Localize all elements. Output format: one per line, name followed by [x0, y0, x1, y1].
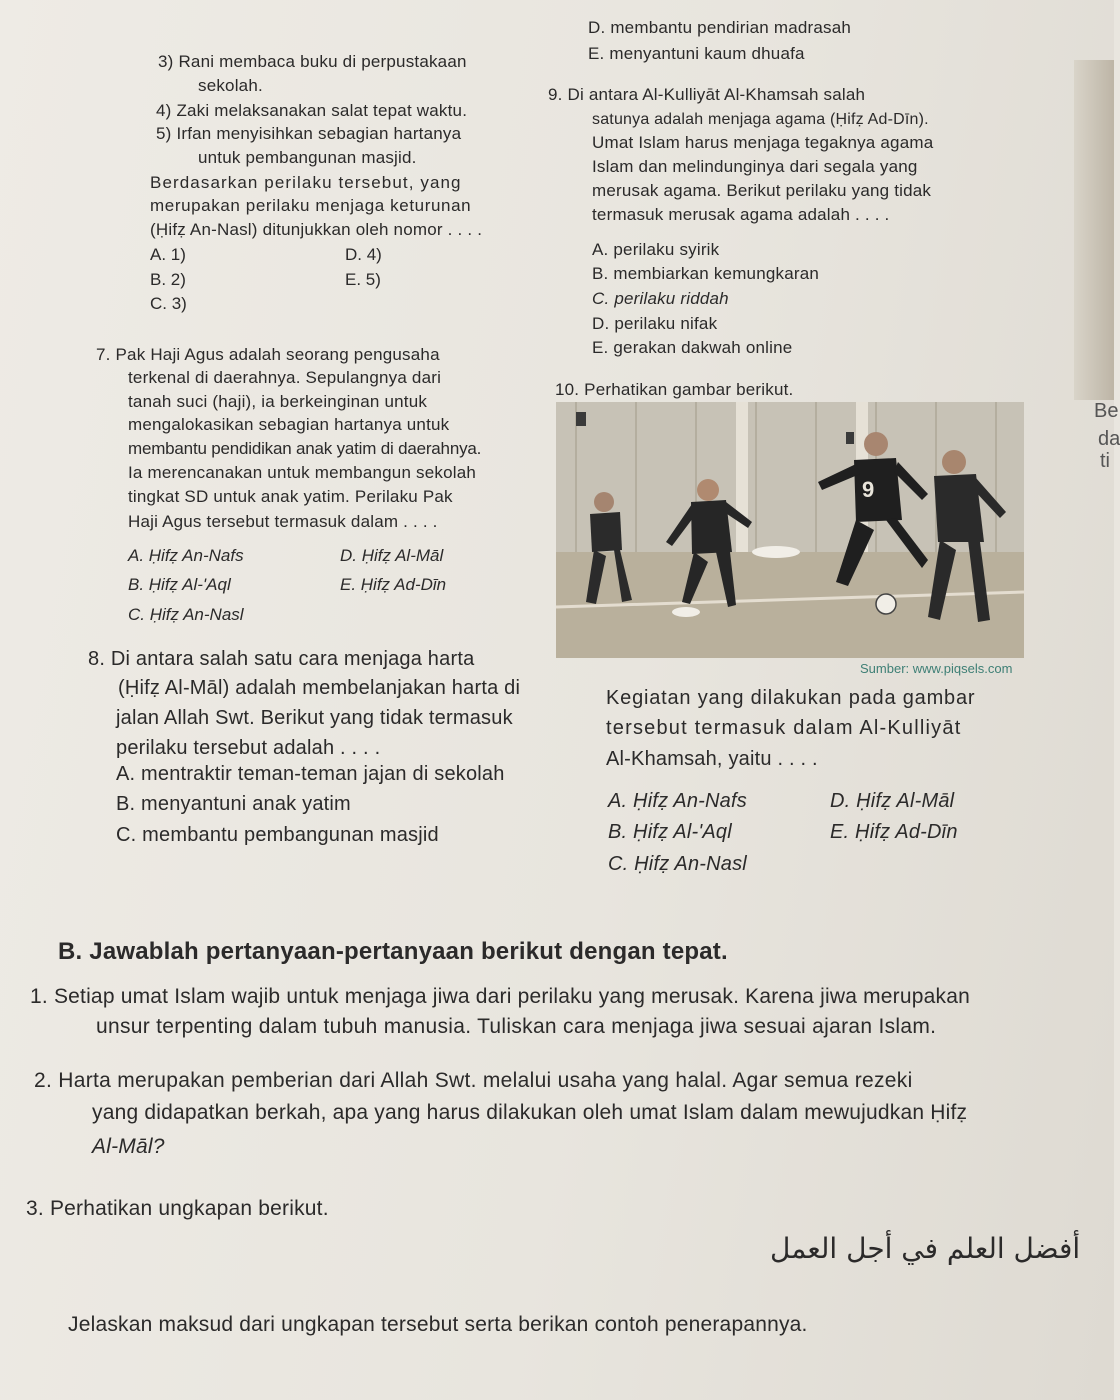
essay-2-line2: yang didapatkan berkah, apa yang harus dilakukan oleh umat Islam dalam mewujudkan Ḥifẓ: [92, 1101, 968, 1124]
q10-option-a: A. Ḥifẓ An-Nafs: [608, 790, 747, 812]
q10-option-e: E. Ḥifẓ Ad-Dīn: [830, 821, 958, 843]
photo-source: Sumber: www.piqsels.com: [860, 661, 1013, 676]
q10-line2: tersebut termasuk dalam Al-Kulliyāt: [606, 717, 962, 739]
futsal-scene-illustration: [556, 402, 1024, 658]
q6-option-d: D. 4): [345, 245, 382, 264]
q10-option-d: D. Ḥifẓ Al-Māl: [830, 790, 955, 812]
q9-line2: satunya adalah menjaga agama (Ḥifẓ Ad-Dīn).: [592, 111, 929, 128]
q8-option-a: A. mentraktir teman-teman jajan di sekolah: [116, 763, 505, 785]
q9-option-c: C. perilaku riddah: [592, 289, 729, 308]
q6-option-c: C. 3): [150, 294, 187, 313]
q7-line1: 7. Pak Haji Agus adalah seorang pengusaha: [96, 345, 440, 364]
q7-option-b: B. Ḥifẓ Al-'Aql: [128, 575, 231, 594]
q8-option-b: B. menyantuni anak yatim: [116, 793, 351, 815]
q9-line6: termasuk merusak agama adalah . . . .: [592, 205, 890, 224]
q7-line6: Ia merencanakan untuk membangun sekolah: [128, 463, 477, 482]
q9-line4: Islam dan melindunginya dari segala yang: [592, 157, 918, 176]
q7-line4: mengalokasikan sebagian hartanya untuk: [128, 415, 450, 434]
q9-line5: merusak agama. Berikut perilaku yang tidak: [592, 181, 932, 200]
edge-fragment: ti: [1100, 450, 1110, 472]
prev-option-e: E. menyantuni kaum dhuafa: [588, 44, 805, 63]
item-4: 4) Zaki melaksanakan salat tepat waktu.: [156, 101, 468, 120]
q10-option-b: B. Ḥifẓ Al-'Aql: [608, 821, 732, 843]
q9-option-b: B. membiarkan kemungkaran: [592, 264, 820, 283]
q9-option-d: D. perilaku nifak: [592, 314, 718, 333]
q6-stem-line3: (Ḥifẓ An-Nasl) ditunjukkan oleh nomor . . . .: [150, 220, 483, 239]
q10-option-c: C. Ḥifẓ An-Nasl: [608, 853, 747, 875]
q9-option-e: E. gerakan dakwah online: [592, 338, 793, 357]
q6-stem-line2: merupakan perilaku menjaga keturunan: [150, 196, 472, 215]
q8-option-c: C. membantu pembangunan masjid: [116, 824, 439, 846]
item-5-line2: untuk pembangunan masjid.: [198, 148, 417, 167]
q7-option-a: A. Ḥifẓ An-Nafs: [128, 546, 244, 565]
q7-option-e: E. Ḥifẓ Ad-Dīn: [340, 575, 447, 594]
q9-line3: Umat Islam harus menjaga tegaknya agama: [592, 133, 934, 152]
q8-line4: perilaku tersebut adalah . . . .: [116, 737, 381, 759]
arabic-expression: أفضل العلم في أجل العمل: [770, 1232, 1081, 1265]
edge-fragment: Be: [1094, 400, 1119, 422]
q8-line3: jalan Allah Swt. Berikut yang tidak termasuk: [116, 707, 513, 729]
q9-line1: 9. Di antara Al-Kulliyāt Al-Khamsah salah: [548, 85, 866, 104]
page-edge-shadow: [1074, 60, 1114, 400]
svg-text:9: 9: [862, 477, 875, 502]
q7-line5: membantu pendidikan anak yatim di daerahnya.: [128, 439, 482, 458]
edge-fragment: da: [1098, 428, 1120, 450]
q9-option-a: A. perilaku syirik: [592, 240, 720, 259]
q7-line3: tanah suci (haji), ia berkeinginan untuk: [128, 392, 428, 411]
item-3-line1: 3) Rani membaca buku di perpustakaan: [158, 52, 467, 71]
q6-stem-line1: Berdasarkan perilaku tersebut, yang: [150, 173, 462, 192]
q7-option-d: D. Ḥifẓ Al-Māl: [340, 546, 444, 565]
section-b-heading: B. Jawablah pertanyaan-pertanyaan berikut dengan tepat.: [58, 938, 728, 965]
q7-option-c: C. Ḥifẓ An-Nasl: [128, 605, 244, 624]
essay-2-line3: Al-Māl?: [92, 1135, 165, 1158]
prev-option-d: D. membantu pendirian madrasah: [588, 18, 852, 37]
essay-1-line1: 1. Setiap umat Islam wajib untuk menjaga jiwa dari perilaku yang merusak. Karena jiwa merupakan: [30, 985, 970, 1008]
q7-line7: tingkat SD untuk anak yatim. Perilaku Pak: [128, 487, 453, 506]
q10-intro: 10. Perhatikan gambar berikut.: [555, 380, 794, 399]
q6-option-b: B. 2): [150, 270, 186, 289]
essay-1-line2: unsur terpenting dalam tubuh manusia. Tuliskan cara menjaga jiwa sesuai ajaran Islam.: [96, 1015, 937, 1038]
q8-line2: (Ḥifẓ Al-Māl) adalah membelanjakan harta di: [118, 677, 521, 699]
q10-line1: Kegiatan yang dilakukan pada gambar: [606, 687, 976, 709]
essay-3-line1: 3. Perhatikan ungkapan berikut.: [26, 1197, 329, 1220]
q7-line2: terkenal di daerahnya. Sepulangnya dari: [128, 368, 442, 387]
q7-line8: Haji Agus tersebut termasuk dalam . . . .: [128, 512, 438, 531]
essay-3-line2: Jelaskan maksud dari ungkapan tersebut serta berikan contoh penerapannya.: [68, 1313, 808, 1336]
q6-option-a: A. 1): [150, 245, 186, 264]
item-3-line2: sekolah.: [198, 76, 263, 95]
q6-option-e: E. 5): [345, 270, 381, 289]
item-5-line1: 5) Irfan menyisihkan sebagian hartanya: [156, 124, 462, 143]
futsal-photo: [556, 402, 1024, 658]
q8-line1: 8. Di antara salah satu cara menjaga harta: [88, 648, 475, 670]
essay-2-line1: 2. Harta merupakan pemberian dari Allah Swt. melalui usaha yang halal. Agar semua rezeki: [34, 1069, 913, 1092]
q10-line3: Al-Khamsah, yaitu . . . .: [606, 748, 818, 770]
